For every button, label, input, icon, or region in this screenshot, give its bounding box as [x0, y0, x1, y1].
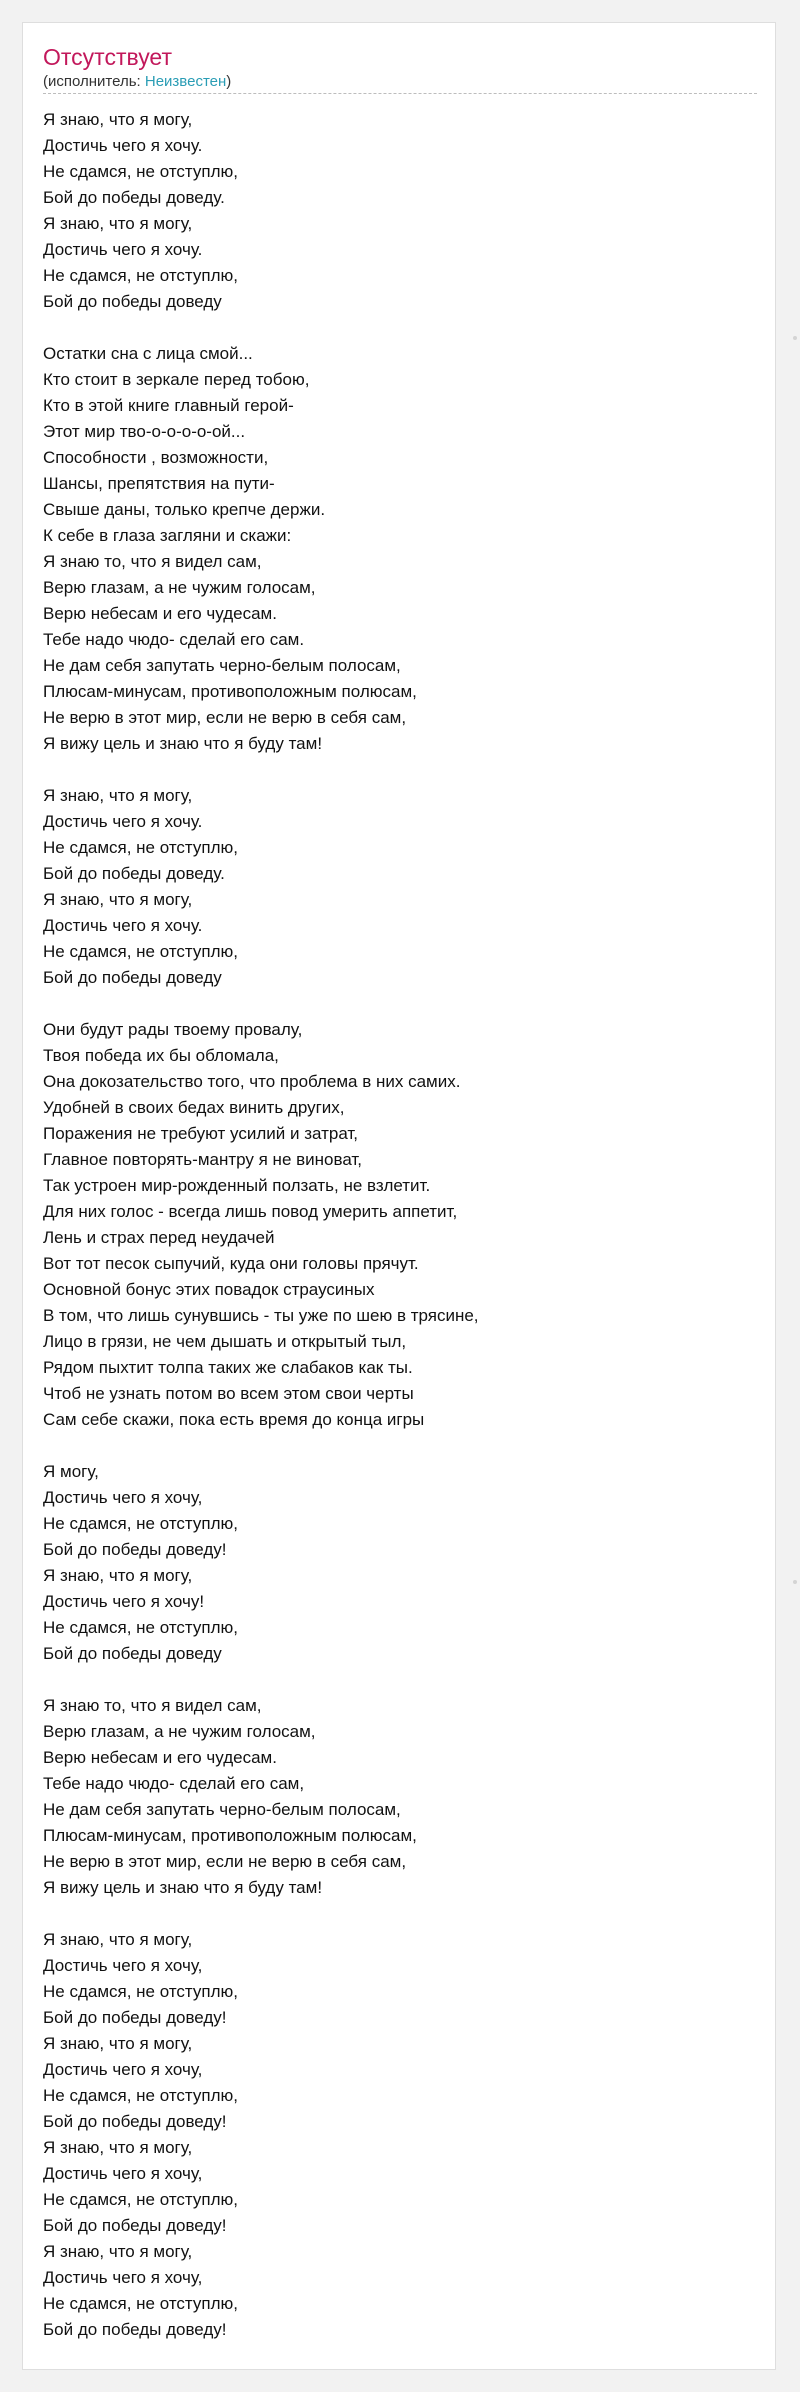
lyric-line: Не сдамся, не отступлю,: [43, 266, 238, 285]
lyric-line: Не сдамся, не отступлю,: [43, 1514, 238, 1533]
lyric-line: Бой до победы доведу: [43, 968, 222, 987]
lyric-line: Тебе надо чюдо- сделай его сам.: [43, 630, 305, 649]
lyric-line: Они будут рады твоему провалу,: [43, 1020, 303, 1039]
lyric-line: Верю глазам, а не чужим голосам,: [43, 1722, 316, 1741]
lyrics-stanza: [43, 107, 757, 315]
lyric-line: Лень и страх перед неудачей: [43, 1228, 275, 1247]
lyric-line: Шансы, препятствия на пути-: [43, 474, 275, 493]
lyric-line: Сам себе скажи, пока есть время до конца игры: [43, 1410, 425, 1429]
lyric-line: Вот тот песок сыпучий, куда они головы прячут.: [43, 1254, 419, 1273]
lyric-line: Плюсам-минусам, противоположным полюсам,: [43, 1826, 417, 1845]
lyric-line: Твоя победа их бы обломала,: [43, 1046, 279, 1065]
lyric-line: Я знаю, что я могу,: [43, 1566, 193, 1585]
dashed-divider: [43, 93, 757, 94]
lyric-line: Достичь чего я хочу.: [43, 812, 203, 831]
lyric-line: Кто стоит в зеркале перед тобою,: [43, 370, 310, 389]
lyric-line: Достичь чего я хочу!: [43, 1592, 205, 1611]
lyric-line: Я знаю, что я могу,: [43, 2034, 193, 2053]
artist-line: [43, 73, 231, 91]
lyric-line: Верю небесам и его чудесам.: [43, 1748, 277, 1767]
lyric-line: Достичь чего я хочу.: [43, 916, 203, 935]
lyric-line: Поражения не требуют усилий и затрат,: [43, 1124, 359, 1143]
lyric-line: Бой до победы доведу.: [43, 864, 225, 883]
lyric-line: Тебе надо чюдо- сделай его сам,: [43, 1774, 305, 1793]
page-title: Отсутствует: [43, 44, 172, 70]
lyric-line: Способности , возможности,: [43, 448, 269, 467]
artist-link[interactable]: Неизвестен: [144, 73, 227, 90]
lyric-line: Для них голос - всегда лишь повод умерить аппетит,: [43, 1202, 458, 1221]
lyric-line: Остатки сна с лица смой...: [43, 344, 253, 363]
lyric-line: Свыше даны, только крепче держи.: [43, 500, 326, 519]
lyric-line: Лицо в грязи, не чем дышать и открытый тыл,: [43, 1332, 407, 1351]
lyrics-stanza: [43, 1927, 757, 2343]
artist-suffix: ): [226, 73, 232, 90]
lyric-line: Достичь чего я хочу,: [43, 2060, 203, 2079]
artist-prefix: (исполнитель:: [43, 73, 145, 90]
lyric-line: Бой до победы доведу!: [43, 2320, 227, 2339]
lyric-line: Я вижу цель и знаю что я буду там!: [43, 1878, 323, 1897]
lyric-line: Не сдамся, не отступлю,: [43, 838, 238, 857]
lyric-line: Я вижу цель и знаю что я буду там!: [43, 734, 323, 753]
lyric-line: Не дам себя запутать черно-белым полосам,: [43, 1800, 401, 1819]
lyric-line: Я знаю, что я могу,: [43, 214, 193, 233]
lyric-line: Она докозательство того, что проблема в них самих.: [43, 1072, 461, 1091]
lyric-line: Основной бонус этих повадок страусиных: [43, 1280, 375, 1299]
lyric-line: Не сдамся, не отступлю,: [43, 1618, 238, 1637]
lyric-line: Бой до победы доведу!: [43, 2216, 227, 2235]
lyric-line: Рядом пыхтит толпа таких же слабаков как ты.: [43, 1358, 413, 1377]
lyric-line: Достичь чего я хочу.: [43, 240, 203, 259]
lyric-line: Плюсам-минусам, противоположным полюсам,: [43, 682, 417, 701]
lyric-line: Так устроен мир-рожденный ползать, не взлетит.: [43, 1176, 431, 1195]
lyric-line: Верю небесам и его чудесам.: [43, 604, 277, 623]
lyrics-card: [22, 22, 776, 2370]
lyric-line: Достичь чего я хочу,: [43, 2268, 203, 2287]
lyric-line: Чтоб не узнать потом во всем этом свои черты: [43, 1384, 414, 1403]
lyric-line: Бой до победы доведу!: [43, 1540, 227, 1559]
scroll-marker: [793, 336, 797, 340]
lyric-line: Верю глазам, а не чужим голосам,: [43, 578, 316, 597]
lyric-line: Бой до победы доведу.: [43, 188, 225, 207]
scroll-marker: [793, 1580, 797, 1584]
lyric-line: К себе в глаза загляни и скажи:: [43, 526, 292, 545]
lyric-line: Я знаю, что я могу,: [43, 1930, 193, 1949]
lyric-line: Достичь чего я хочу,: [43, 1488, 203, 1507]
lyric-line: Не сдамся, не отступлю,: [43, 942, 238, 961]
lyric-line: Достичь чего я хочу,: [43, 1956, 203, 1975]
lyrics-stanza: [43, 1017, 757, 1433]
lyric-line: Бой до победы доведу!: [43, 2008, 227, 2027]
lyric-line: Бой до победы доведу: [43, 1644, 222, 1663]
lyric-line: Бой до победы доведу!: [43, 2112, 227, 2131]
lyric-line: Бой до победы доведу: [43, 292, 222, 311]
lyric-line: Не сдамся, не отступлю,: [43, 1982, 238, 2001]
lyric-line: Достичь чего я хочу,: [43, 2164, 203, 2183]
lyric-line: Главное повторять-мантру я не виноват,: [43, 1150, 363, 1169]
lyric-line: Удобней в своих бедах винить других,: [43, 1098, 345, 1117]
lyric-line: Не дам себя запутать черно-белым полосам,: [43, 656, 401, 675]
lyrics-stanza: [43, 783, 757, 991]
lyric-line: Я знаю, что я могу,: [43, 2138, 193, 2157]
lyric-line: Я знаю, что я могу,: [43, 2242, 193, 2261]
lyric-line: Я знаю то, что я видел сам,: [43, 552, 262, 571]
lyric-line: Кто в этой книге главный герой-: [43, 396, 294, 415]
lyric-line: Я знаю, что я могу,: [43, 890, 193, 909]
lyric-line: В том, что лишь сунувшись - ты уже по шею в трясине,: [43, 1306, 479, 1325]
lyric-line: Не верю в этот мир, если не верю в себя сам,: [43, 1852, 407, 1871]
lyric-line: Не сдамся, не отступлю,: [43, 2294, 238, 2313]
lyric-line: Я знаю то, что я видел сам,: [43, 1696, 262, 1715]
lyric-line: Я могу,: [43, 1462, 99, 1481]
lyric-line: Я знаю, что я могу,: [43, 786, 193, 805]
lyrics-stanza: [43, 1693, 757, 1901]
lyric-line: Не сдамся, не отступлю,: [43, 2190, 238, 2209]
lyrics-body: [43, 107, 757, 2369]
lyric-line: Достичь чего я хочу.: [43, 136, 203, 155]
lyric-line: Не верю в этот мир, если не верю в себя сам,: [43, 708, 407, 727]
lyric-line: Я знаю, что я могу,: [43, 110, 193, 129]
lyric-line: Не сдамся, не отступлю,: [43, 2086, 238, 2105]
lyrics-stanza: [43, 341, 757, 757]
lyric-line: Не сдамся, не отступлю,: [43, 162, 238, 181]
lyric-line: Этот мир тво-о-о-о-о-ой...: [43, 422, 246, 441]
lyrics-stanza: [43, 1459, 757, 1667]
